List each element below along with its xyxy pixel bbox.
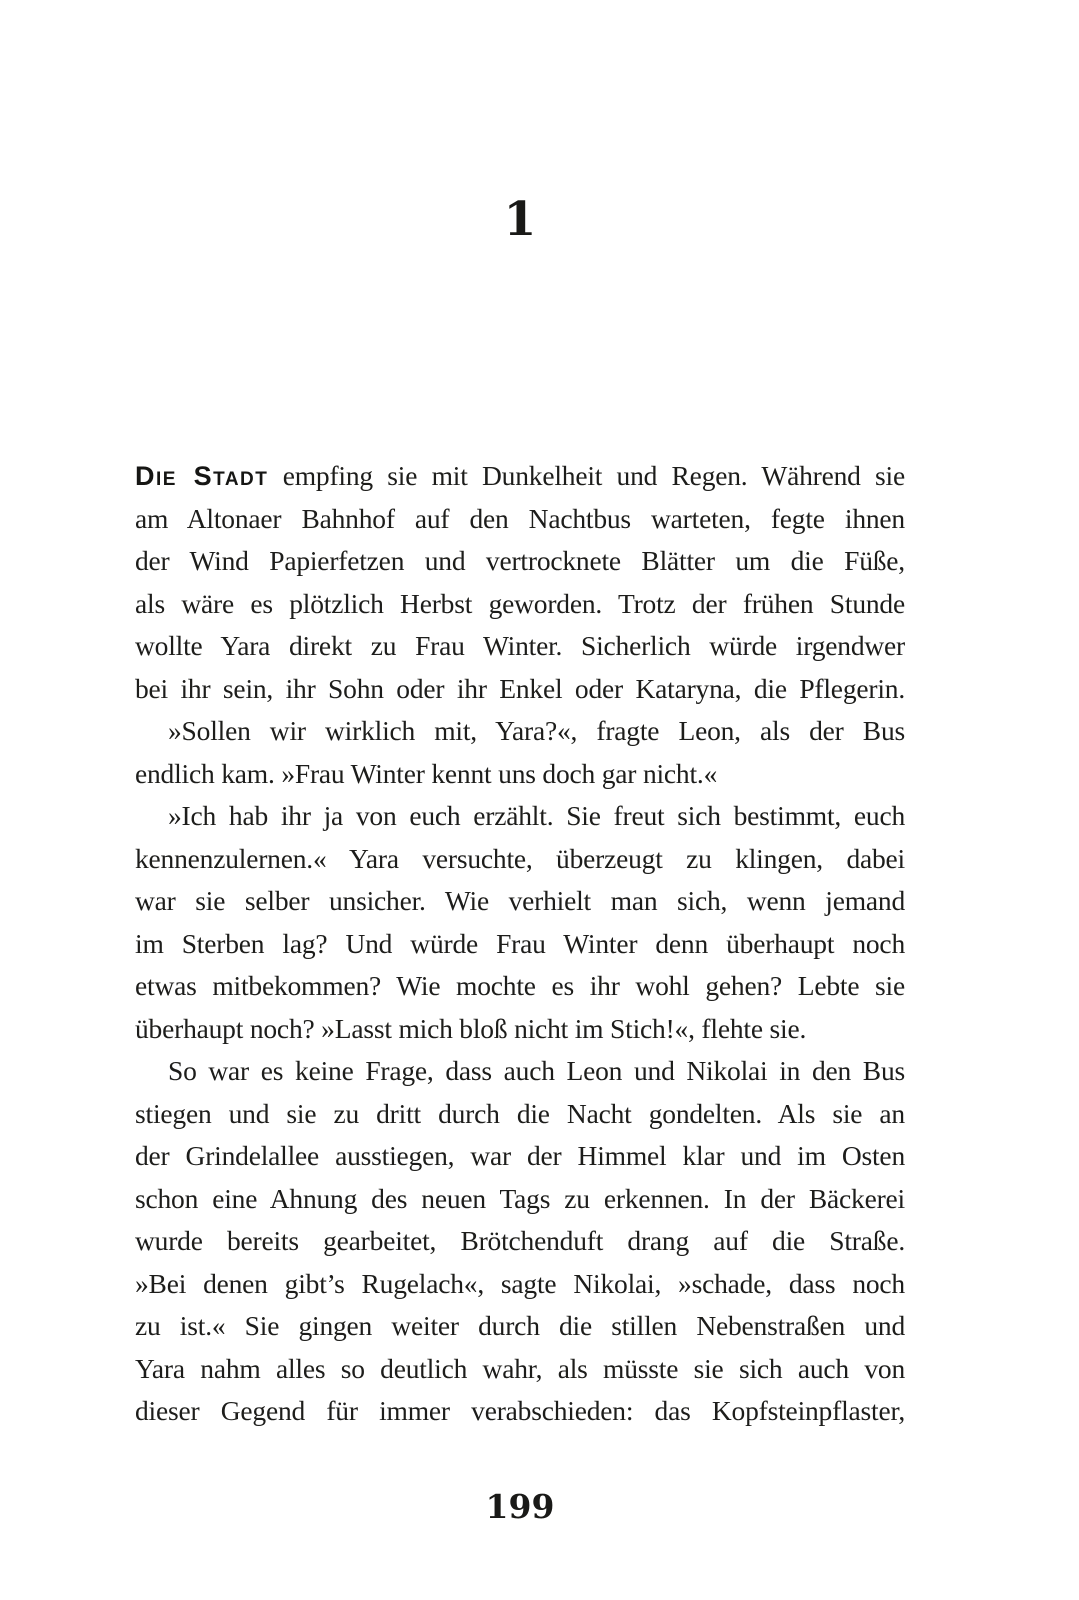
chapter-number: 1 <box>503 192 537 247</box>
page-number: 199 <box>485 1487 555 1526</box>
text-line: etwas mitbekommen? Wie mochte es ihr wohl gehen? Lebte sie <box>135 970 905 1001</box>
text-line: »Sollen wir wirklich mit, Yara?«, fragte Leon, als der Bus <box>168 715 905 746</box>
text-line: der Wind Papierfetzen und vertrocknete Blätter um die Füße, <box>135 545 905 576</box>
text-line: dieser Gegend für immer verabschieden: das Kopfsteinpflaster, <box>135 1395 905 1426</box>
text-line: stiegen und sie zu dritt durch die Nacht gondelten. Als sie an <box>135 1097 905 1129</box>
text-line: kennenzulernen.« Yara versuchte, überzeugt zu klingen, dabei <box>135 842 905 874</box>
text-line: war sie selber unsicher. Wie verhielt man sich, wenn jemand <box>135 885 905 916</box>
text-line: der Grindelallee ausstiegen, war der Himmel klar und im Osten <box>135 1140 905 1171</box>
text-line: »Ich hab ihr ja von euch erzählt. Sie freut sich bestimmt, euch <box>168 800 905 831</box>
lead-in-small-caps: Die Stadt <box>135 461 269 491</box>
text-line: wurde bereits gearbeitet, Brötchenduft drang auf die Straße. <box>135 1225 905 1256</box>
text-line: zu ist.« Sie gingen weiter durch die stillen Nebenstraßen und <box>135 1310 905 1341</box>
body-text <box>135 455 905 1433</box>
text-line: »Bei denen gibt’s Rugelach«, sagte Nikolai, »schade, dass noch <box>135 1267 905 1299</box>
text-line: überhaupt noch? »Lasst mich bloß nicht im Stich!«, flehte sie. <box>135 1012 807 1044</box>
text-line: endlich kam. »Frau Winter kennt uns doch gar nicht.« <box>135 757 718 789</box>
text-line: als wäre es plötzlich Herbst geworden. Trotz der frühen Stunde <box>135 587 905 619</box>
text-line: So war es keine Frage, dass auch Leon und Nikolai in den Bus <box>168 1055 905 1086</box>
text-line: im Sterben lag? Und würde Frau Winter denn überhaupt noch <box>135 927 905 959</box>
text-line: Die Stadt empfing sie mit Dunkelheit und Regen. Während sie <box>135 460 905 491</box>
text-line: bei ihr sein, ihr Sohn oder ihr Enkel oder Kataryna, die Pflegerin. <box>135 672 905 704</box>
text-line: am Altonaer Bahnhof auf den Nachtbus warteten, fegte ihnen <box>135 502 905 534</box>
text-line: Yara nahm alles so deutlich wahr, als müsste sie sich auch von <box>135 1352 905 1384</box>
text-line: schon eine Ahnung des neuen Tags zu erkennen. In der Bäckerei <box>135 1182 905 1214</box>
text-line: wollte Yara direkt zu Frau Winter. Sicherlich würde irgendwer <box>135 630 905 661</box>
